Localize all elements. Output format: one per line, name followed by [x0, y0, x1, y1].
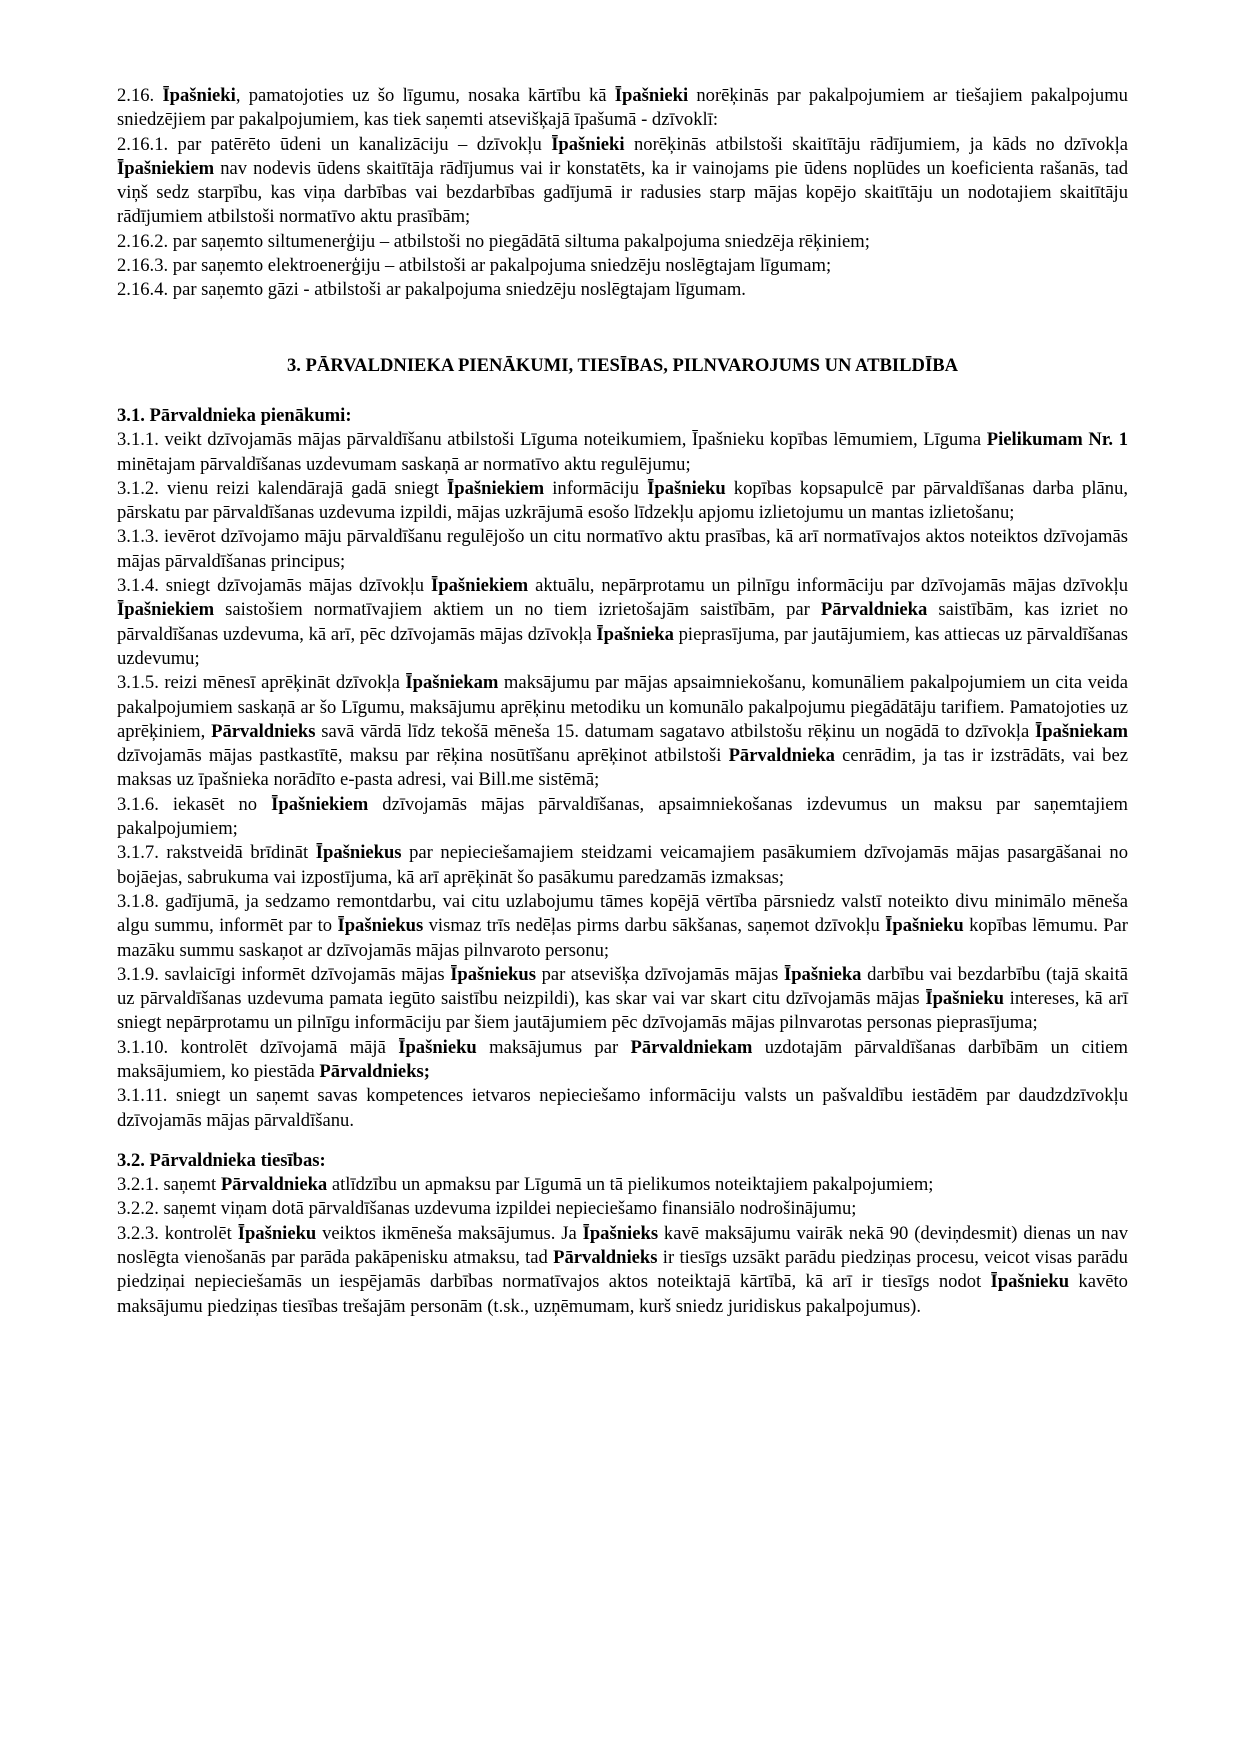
text-run: 3.1.6. iekasēt no — [117, 793, 272, 815]
text-run: norēķinās atbilstoši skaitītāju rādījumiem, ja kāds no dzīvokļa — [624, 133, 1128, 155]
subsection-heading — [117, 1149, 1128, 1173]
text-run: 3.2.2. saņemt viņam dotā pārvaldīšanas uzdevuma izpildei nepieciešamo finansiālo nodrošinājumu; — [117, 1198, 857, 1220]
text-run: 2.16.2. par saņemto siltumenerģiju – atbilstoši no piegādātā siltuma pakalpojuma sniedzēja rēķiniem; — [117, 230, 870, 252]
text-run: vismaz trīs nedēļas pirms darbu sākšanas, saņemot dzīvokļu — [423, 915, 886, 937]
bold-term: Pārvaldnieka — [220, 1174, 328, 1196]
bold-term: Pārvaldnieks; — [319, 1060, 430, 1082]
text-run: kopības lēmumu. Par mazāku summu saskaņot ar dzīvojamās mājas pilnvaroto personu; — [117, 915, 1129, 961]
text-run: par nepieciešamajiem steidzami veicamajiem pasākumiem dzīvojamās mājas pasargāšanai no bojāejas, sabrukuma vai izpostījuma, kā arī aprēķināt šo pasākumu paredzamās izmaksas; — [117, 842, 1128, 888]
text-run: par atsevišķa dzīvojamās mājas — [535, 963, 784, 985]
text-run: pieprasījuma, par jautājumiem, kas attiecas uz pārvaldīšanas uzdevumu; — [117, 623, 1128, 669]
bold-term: Īpašnieks — [582, 1222, 659, 1244]
bold-term: Īpašnieku — [925, 988, 1004, 1010]
text-run: norēķinās par pakalpojumiem ar tiešajiem pakalpojumu sniedzējiem par pakalpojumiem, kas tiek saņemti atsevišķajā īpašumā - dzīvoklī: — [117, 85, 1128, 131]
bold-term: Īpašniekus — [337, 915, 424, 937]
subsection-heading — [117, 404, 1128, 428]
text-run: 3.1.8. gadījumā, ja sedzamo remontdarbu, vai citu uzlabojumu tāmes kopējā vērtība pārsniedz valstī noteikto divu minimālo mēneša algu summu, informēt par to — [117, 890, 1128, 937]
clause-paragraph — [117, 890, 1128, 963]
text-run: saistībām, kas izriet no pārvaldīšanas uzdevuma, kā arī, pēc dzīvojamās mājas dzīvokļa — [117, 599, 1128, 645]
clause-paragraph — [117, 477, 1128, 526]
text-run: dzīvojamās mājas pastkastītē, maksu par rēķina nosūtīšanu aprēķinot atbilstoši — [117, 745, 729, 767]
clause-paragraph — [117, 278, 1128, 302]
text-run: aktuālu, nepārprotamu un pilnīgu informāciju par dzīvojamās mājas dzīvokļu — [528, 575, 1128, 597]
bold-term: Īpašniekiem — [117, 157, 215, 179]
clause-paragraph — [117, 84, 1128, 133]
bold-term: Īpašnieku — [398, 1036, 477, 1058]
text-run: 3.2.1. saņemt — [117, 1174, 221, 1196]
bold-term: Pārvaldnieks — [553, 1247, 658, 1269]
bold-term: Pārvaldniekam — [630, 1036, 753, 1058]
text-run: , pamatojoties uz šo līgumu, nosaka kārtību kā — [235, 85, 615, 106]
text-run: 2.16. — [117, 85, 163, 106]
document-page — [117, 84, 1128, 1319]
section-heading — [117, 354, 1128, 378]
text-run: 3. PĀRVALDNIEKA PIENĀKUMI, TIESĪBAS, PILNVAROJUMS UN ATBILDĪBA — [286, 354, 959, 376]
text-run: 2.16.4. par saņemto gāzi - atbilstoši ar pakalpojuma sniedzēju noslēgtajam līgumam. — [117, 279, 746, 301]
bold-term: Īpašnieki — [551, 133, 625, 155]
clause-paragraph — [117, 428, 1128, 477]
clause-paragraph — [117, 841, 1128, 890]
bold-term: Pielikumam Nr. 1 — [986, 429, 1128, 451]
text-run: saistošiem normatīvajiem aktiem un no tiem izrietošajām saistībām, par — [214, 599, 821, 621]
bold-term: Pārvaldnieka — [820, 599, 928, 621]
clause-paragraph — [117, 230, 1128, 254]
bold-term: Īpašniekam — [1035, 720, 1128, 742]
bold-term: Pārvaldnieks — [211, 720, 316, 742]
text-run: 3.2. Pārvaldnieka tiesības: — [117, 1149, 326, 1171]
text-run: dzīvojamās mājas pārvaldīšanas, apsaimniekošanas izdevumus un maksu par saņemtajiem pakalpojumiem; — [117, 793, 1128, 840]
text-run: maksājumus par — [476, 1036, 631, 1058]
text-run: intereses, kā arī sniegt nepārprotamu un pilnīgu informāciju par šiem jautājumiem pēc dzīvojamās mājas pilnvarotas personas pieprasījuma; — [117, 988, 1128, 1034]
text-run: 3.1.7. rakstveidā brīdināt — [117, 842, 316, 864]
bold-term: Īpašnieka — [596, 623, 674, 645]
text-run: 3.1.3. ievērot dzīvojamo māju pārvaldīšanu regulējošo un citu normatīvo aktu prasības, kā arī normatīvajos aktos noteiktos dzīvojamās mājas pārvaldīšanas principus; — [117, 526, 1128, 572]
bold-term: Īpašniekiem — [117, 599, 215, 621]
bold-term: Īpašniekus — [450, 963, 536, 985]
bold-term: Īpašniekiem — [431, 575, 529, 597]
bold-term: Īpašniekam — [405, 672, 499, 694]
text-run: nav nodevis ūdens skaitītāja rādījumus vai ir konstatēts, ka ir vainojams pie ūdens noplūdes un koeficienta rašanās, tad viņš sedz starpību, kas viņa darbības vai bezdarbības gadījumā ir radusies starp mājas kopējo skaitītāju un nodotajiem skaitītāju rādījumiem atbilstoši normatīvo aktu prasībām; — [117, 157, 1128, 228]
bold-term: Īpašnieku — [990, 1271, 1070, 1293]
text-run: 2.16.3. par saņemto elektroenerģiju – atbilstoši ar pakalpojuma sniedzēju noslēgtajam līgumam; — [117, 255, 832, 277]
text-run: atlīdzību un apmaksu par Līgumā un tā pielikumos noteiktajiem pakalpojumiem; — [327, 1174, 934, 1196]
text-run: 3.1.10. kontrolēt dzīvojamā mājā — [117, 1036, 399, 1058]
text-run: 3.1.9. savlaicīgi informēt dzīvojamās mājas — [117, 963, 451, 985]
clause-paragraph — [117, 671, 1128, 792]
clause-paragraph — [117, 525, 1128, 574]
clause-paragraph — [117, 1197, 1128, 1221]
text-run: 3.1.11. sniegt un saņemt savas kompetences ietvaros nepieciešamo informāciju valsts un pašvaldību iestādēm par daudzdzīvokļu dzīvojamās mājas pārvaldīšanu. — [117, 1085, 1128, 1131]
bold-term: Īpašniekiem — [447, 477, 545, 499]
clause-paragraph — [117, 574, 1128, 671]
text-run: maksājumu par mājas apsaimniekošanu, komunāliem pakalpojumiem un cita veida pakalpojumiem saskaņā ar šo Līgumu, maksājumu aprēķinu metodiku un komunālo pakalpojumu piegādātāju tarifiem. Pamatojoties uz aprēķiniem, — [117, 672, 1128, 742]
bold-term: Īpašnieku — [885, 915, 964, 937]
clause-paragraph — [117, 1222, 1128, 1319]
text-run: 3.1.4. sniegt dzīvojamās mājas dzīvokļu — [117, 575, 432, 597]
text-run: 3.1.5. reizi mēnesī aprēķināt dzīvokļa — [117, 672, 406, 694]
bold-term: Īpašnieku — [647, 477, 726, 499]
clause-paragraph — [117, 1084, 1128, 1133]
text-run: 3.1.1. veikt dzīvojamās mājas pārvaldīšanu atbilstoši Līguma noteikumiem, Īpašnieku kopības lēmumiem, Līguma — [117, 429, 987, 451]
clause-paragraph — [117, 963, 1128, 1036]
text-run: ir tiesīgs uzsākt parādu piedziņas procesu, veicot visas parādu piedziņai nepieciešamās un iespējamās darbības normatīvajos aktos noteiktajā kārtībā, kā arī ir tiesīgs nodot — [117, 1247, 1128, 1293]
text-run: savā vārdā līdz tekošā mēneša 15. datumam sagatavo atbilstošu rēķinu un nogādā to dzīvokļa — [315, 720, 1035, 742]
text-run: 3.2.3. kontrolēt — [117, 1222, 238, 1244]
bold-term: Īpašnieka — [783, 963, 862, 985]
text-run: 3.1. Pārvaldnieka pienākumi: — [117, 404, 352, 426]
text-run: kavēto maksājumu piedziņas tiesības trešajām personām (t.sk., uzņēmumam, kurš sniedz juridiskus pakalpojumus). — [117, 1271, 1128, 1317]
text-run: uzdotajām pārvaldīšanas darbībām un citiem maksājumiem, ko piestāda — [117, 1036, 1128, 1082]
bold-term: Pārvaldnieka — [728, 745, 835, 767]
text-run: 3.1.2. vienu reizi kalendārajā gadā sniegt — [117, 477, 448, 499]
text-run: darbību vai bezdarbību (tajā skaitā uz pārvaldīšanas uzdevuma pamata iegūto saistību neizpildi), kas skar vai var skart citu dzīvojamās mājas — [117, 963, 1128, 1010]
text-run: informāciju — [544, 477, 648, 499]
clause-paragraph — [117, 1036, 1128, 1085]
text-run: 2.16.1. par patērēto ūdeni un kanalizāciju – dzīvokļu — [117, 133, 552, 155]
text-run: kopības kopsapulcē par pārvaldīšanas darba plānu, pārskatu par pārvaldīšanas uzdevuma izpildi, mājas uzkrājumā esošo līdzekļu apjomu izlietojumu un mantas izlietošanu; — [117, 477, 1129, 524]
bold-term: Īpašnieki — [162, 85, 236, 106]
clause-paragraph — [117, 793, 1128, 842]
text-run: minētajam pārvaldīšanas uzdevumam saskaņā ar normatīvo aktu regulējumu; — [117, 453, 691, 475]
text-run: cenrādim, ja tas ir izstrādāts, vai bez maksas uz īpašnieka norādīto e-pasta adresi, vai Bill.me sistēmā; — [117, 745, 1128, 791]
text-run: veiktos ikmēneša maksājumus. Ja — [316, 1222, 583, 1244]
bold-term: Īpašnieki — [614, 85, 689, 106]
clause-paragraph — [117, 133, 1128, 230]
bold-term: Īpašnieku — [237, 1222, 317, 1244]
bold-term: Īpašniekiem — [271, 793, 369, 815]
bold-term: Īpašniekus — [315, 842, 402, 864]
text-run: kavē maksājumu vairāk nekā 90 (deviņdesmit) dienas un nav noslēgta vienošanās par parāda pakāpenisku atmaksu, tad — [117, 1222, 1129, 1269]
clause-paragraph — [117, 254, 1128, 278]
clause-paragraph — [117, 1173, 1128, 1197]
